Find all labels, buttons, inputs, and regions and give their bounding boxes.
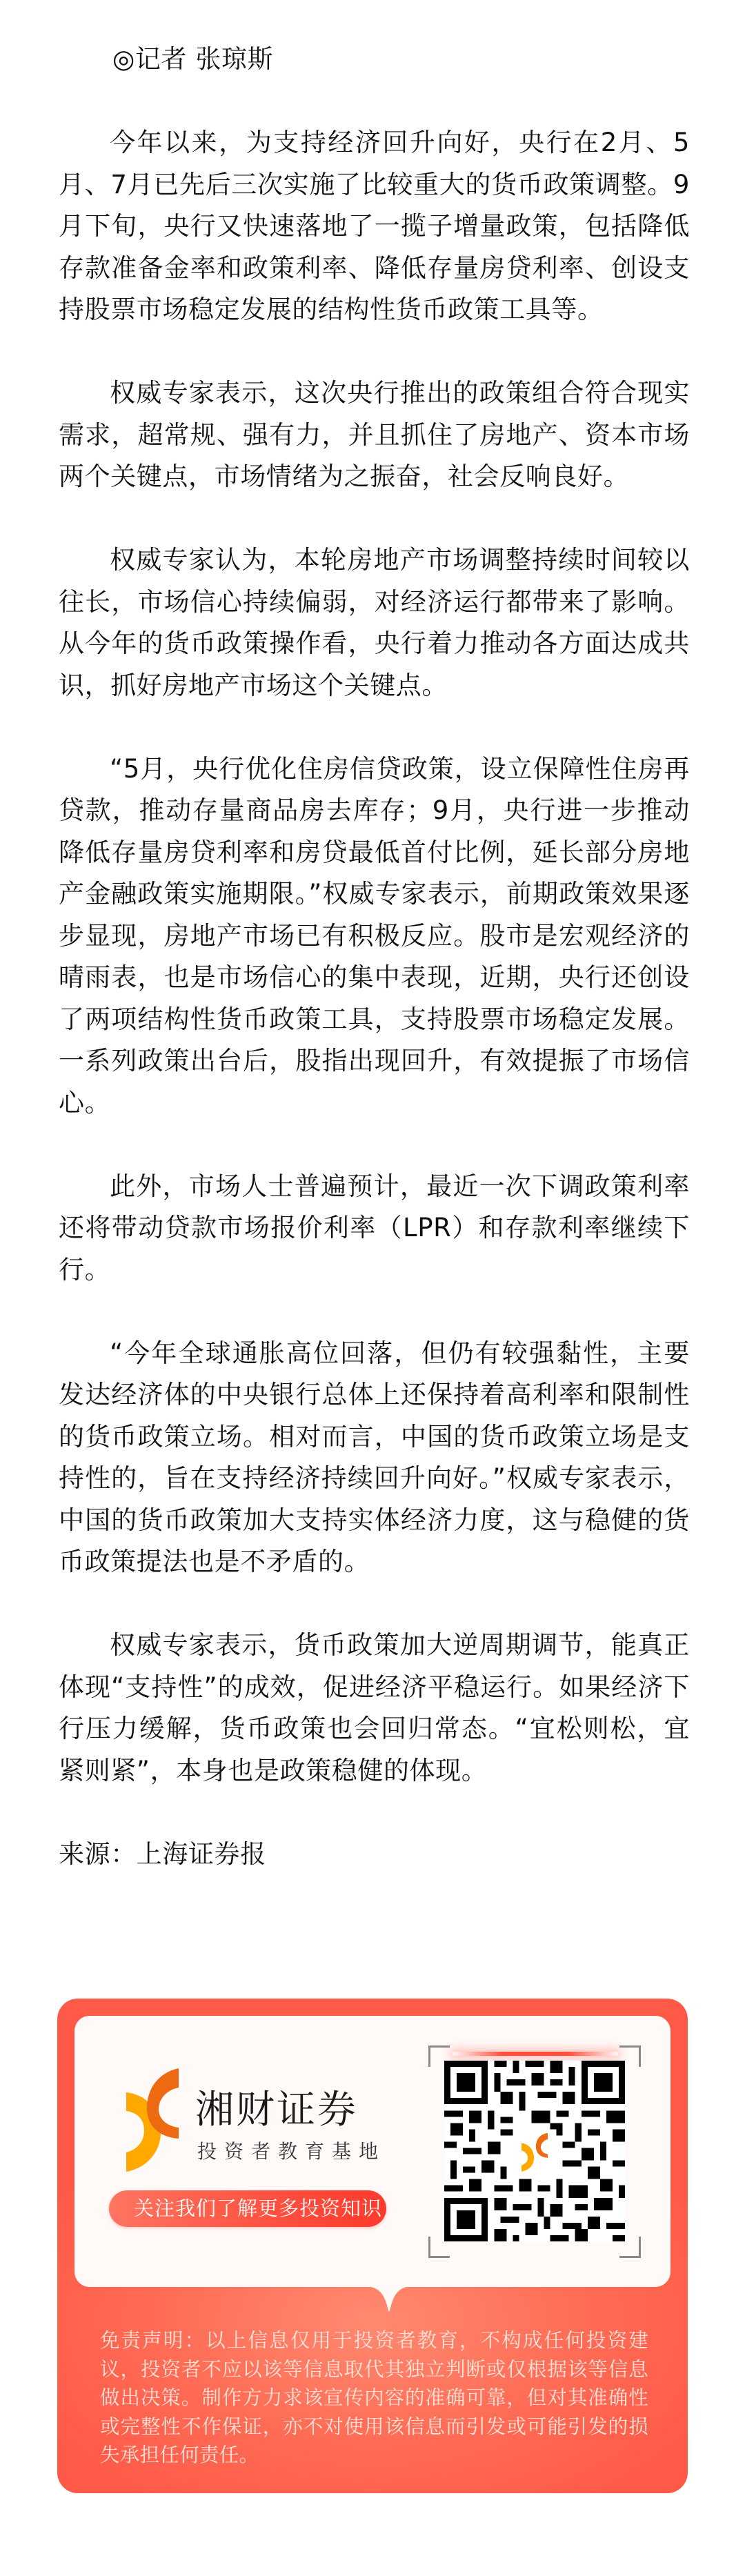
paragraph-6: “今年全球通胀高位回落，但仍有较强黏性，主要发达经济体的中央银行总体上还保持着高利率和限制性的货币政策立场。相对而言，中国的货币政策立场是支持性的，旨在支持经济持续回升向好。”权威专家表示，中国的货币政策加大支持实体经济力度，这与稳健的货币政策提法也是不矛盾的。 <box>59 1338 690 1576</box>
qr-code-frame <box>428 2045 641 2258</box>
speech-tail-icon <box>364 2286 413 2311</box>
brand-subtitle: 投资者教育基地 <box>197 2140 386 2163</box>
promo-panel <box>74 2016 670 2287</box>
article-body <box>59 39 690 1875</box>
xiangcai-logo-icon <box>126 2068 179 2172</box>
scan-line-icon <box>453 2052 618 2056</box>
promo-card <box>57 1999 688 2493</box>
paragraph-7: 权威专家表示，货币政策加大逆周期调节，能真正体现“支持性”的成效，促进经济平稳运行。如果经济下行压力缓解，货币政策也会回归常态。“宜松则松，宜紧则紧”，本身也是政策稳健的体现。 <box>59 1630 690 1785</box>
paragraph-4: “5月，央行优化住房信贷政策，设立保障性住房再贷款，推动存量商品房去库存；9月，央行进一步推动降低存量房贷利率和房贷最低首付比例，延长部分房地产金融政策实施期限。”权威专家表示，前期政策效果逐步显现，房地产市场已有积极反应。股市是宏观经济的晴雨表，也是市场信心的集中表现，近期，央行还创设了两项结构性货币政策工具，支持股票市场稳定发展。一系列政策出台后，股指出现回升，有效提振了市场信心。 <box>59 753 690 1118</box>
disclaimer-text: 免责声明：以上信息仅用于投资者教育，不构成任何投资建议，投资者不应以该等信息取代其独立判断或仅根据该等信息做出决策。制作方力求该宣传内容的准确可靠，但对其准确性或完整性不作保证，亦不对使用该信息而引发或可能引发的损失承担任何责任。 <box>100 2329 648 2466</box>
paragraph-1: 今年以来，为支持经济回升向好，央行在2月、5月、7月已先后三次实施了比较重大的货币政策调整。9月下旬，央行又快速落地了一揽子增量政策，包括降低存款准备金率和政策利率、降低存量房贷利率、创设支持股票市场稳定发展的结构性货币政策工具等。 <box>59 128 690 324</box>
paragraph-2: 权威专家表示，这次央行推出的政策组合符合现实需求，超常规、强有力，并且抓住了房地产、资本市场两个关键点，市场情绪为之振奋，社会反响良好。 <box>59 378 690 491</box>
paragraph-5: 此外，市场人士普遍预计，最近一次下调政策利率还将带动贷款市场报价利率（LPR）和存款利率继续下行。 <box>59 1171 690 1285</box>
byline: ◎记者 张琼斯 <box>112 44 274 74</box>
brand-name: 湘财证券 <box>195 2088 358 2132</box>
qr-code-icon[interactable] <box>444 2061 625 2241</box>
source-credit: 来源：上海证券报 <box>59 1839 266 1869</box>
follow-us-button[interactable]: 关注我们了解更多投资知识 <box>109 2190 386 2227</box>
paragraph-3: 权威专家认为，本轮房地产市场调整持续时间较以往长，市场信心持续偏弱，对经济运行都带来了影响。从今年的货币政策操作看，央行着力推动各方面达成共识，抓好房地产市场这个关键点。 <box>59 545 690 700</box>
